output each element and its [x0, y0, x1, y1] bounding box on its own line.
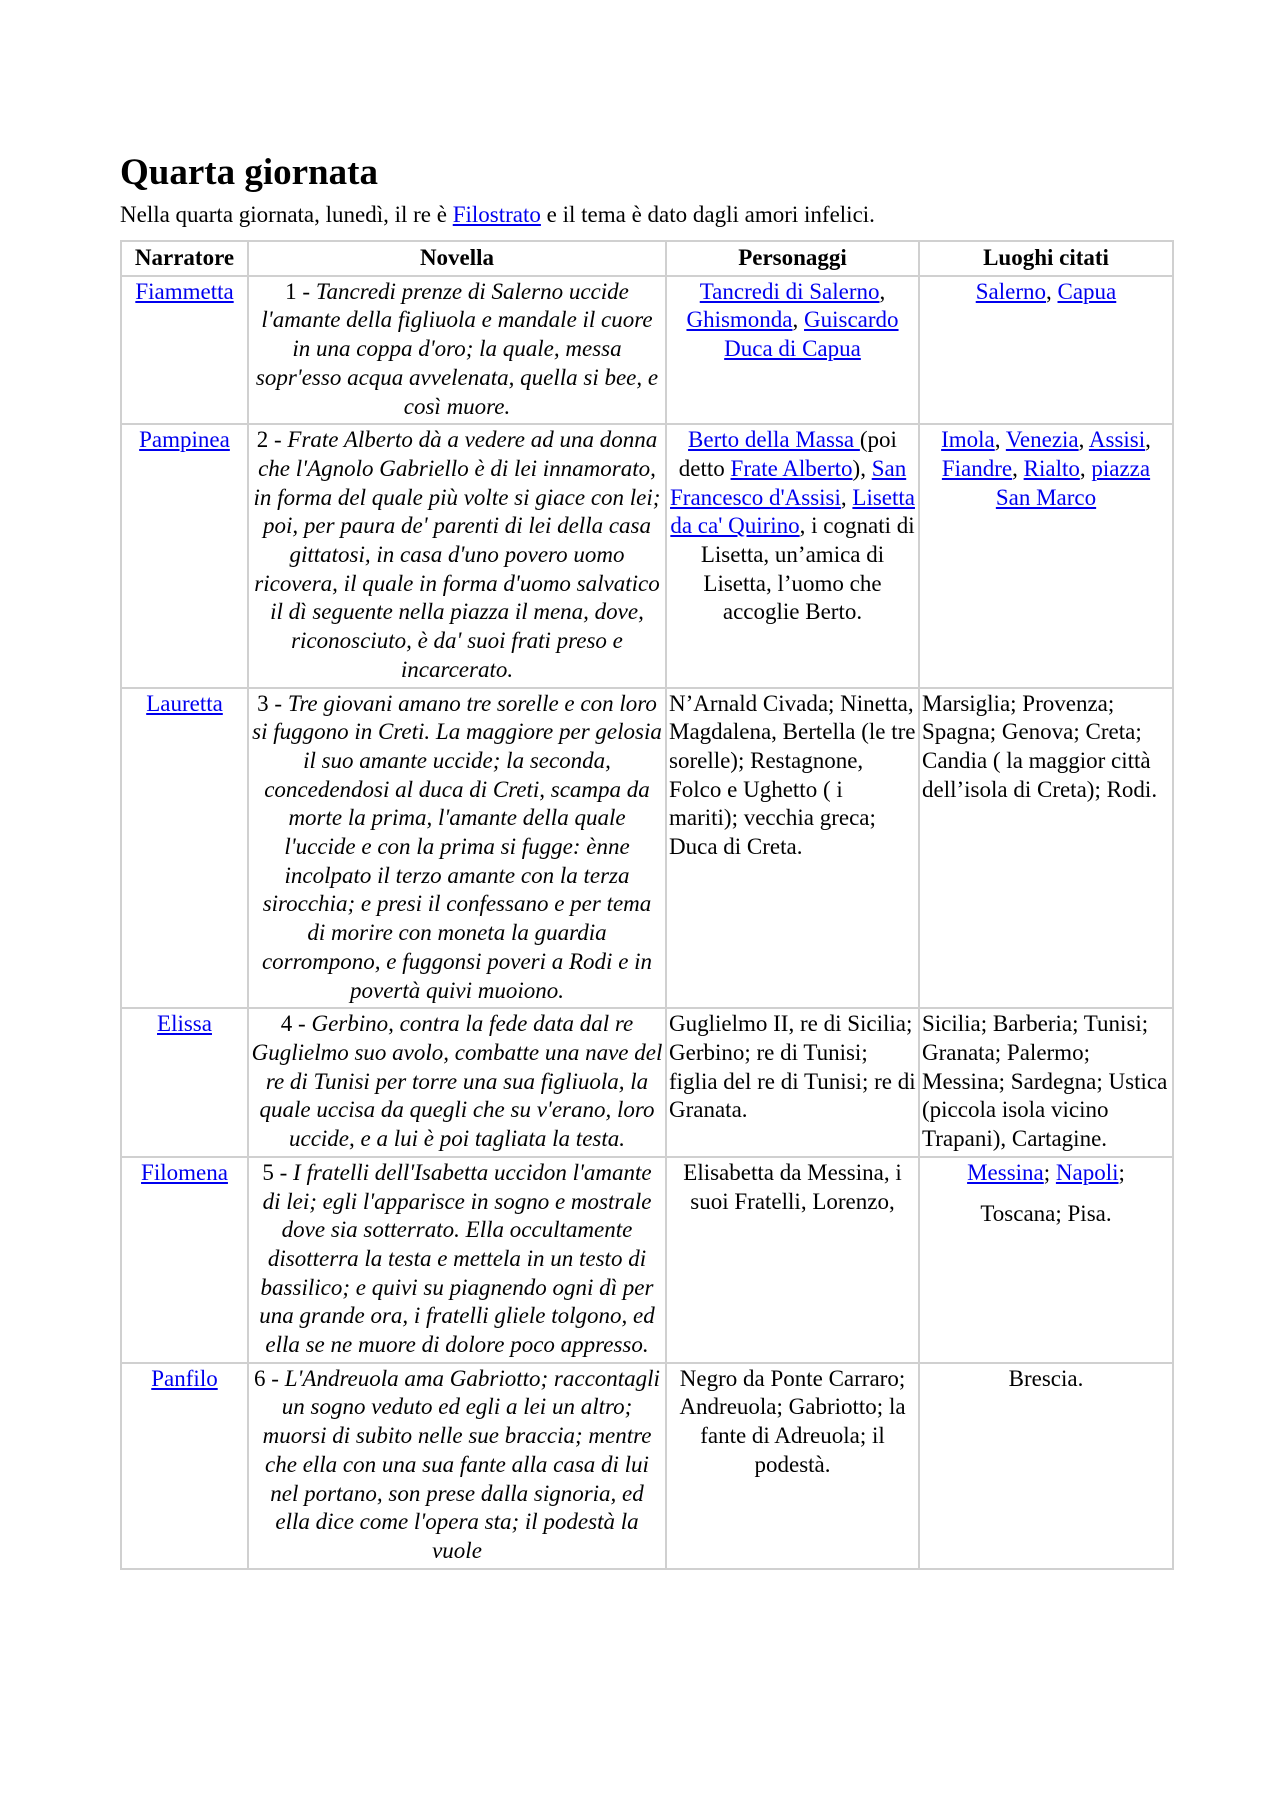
page-title: Quarta giornata — [120, 152, 378, 193]
header-personaggi: Personaggi — [666, 241, 919, 276]
cell-luoghi — [919, 276, 1173, 425]
cell-text: , — [792, 307, 805, 333]
cell-personaggi — [666, 1157, 919, 1363]
wiki-link[interactable]: San Francesco d'Assisi — [670, 455, 907, 510]
narratore-link[interactable]: Lauretta — [146, 690, 223, 716]
cell-text: , — [879, 278, 886, 304]
cell-narratore — [121, 424, 248, 687]
novella-number: 3 - — [257, 690, 288, 716]
novella-summary: Tancredi prenze di Salerno uccide l'amante della figliuola e mandale il cuore in una coppa d'oro; la quale, messa sopr'esso acqua avvelenata, quella si bee, e così muore. — [255, 278, 659, 419]
cell-novella — [248, 424, 666, 687]
cell-text: , — [840, 484, 853, 510]
cell-text: , i cognati di Lisetta, un’amica di Lisetta, l’uomo che accoglie Berto. — [700, 513, 915, 625]
cell-personaggi — [666, 688, 919, 1009]
cell-text: , — [994, 427, 1006, 453]
cell-novella — [248, 1157, 666, 1363]
cell-text: N’Arnald Civada; Ninetta, Magdalena, Bertella (le tre sorelle); Restagnone, Folco e Ughetto ( i mariti); vecchia greca; Duca di Creta. — [669, 690, 916, 860]
wiki-link[interactable]: piazza San Marco — [995, 455, 1151, 510]
header-luoghi: Luoghi citati — [919, 241, 1173, 276]
wiki-link[interactable]: Ghismonda — [686, 307, 793, 333]
wiki-link[interactable]: Assisi — [1088, 427, 1146, 453]
cell-personaggi — [666, 276, 919, 425]
novella-summary: Gerbino, contra la fede data dal re Guglielmo suo avolo, combatte una nave del re di Tunisi per torre una sua figliuola, la quale uccisa da quegli che su v'erano, loro uccide, e a lui è poi tagliata la testa. — [251, 1011, 663, 1152]
wiki-link[interactable]: Lisetta da ca' Quirino — [670, 484, 915, 539]
novella-number: 1 - — [285, 278, 316, 304]
wiki-link[interactable]: Salerno — [975, 278, 1046, 304]
filostrato-link[interactable]: Filostrato — [452, 202, 541, 227]
cell-novella — [248, 276, 666, 425]
novella-summary: Frate Alberto dà a vedere ad una donna che l'Agnolo Gabriello è di lei innamorato, in forma del quale più volte si giace con lei; poi, per paura de' parenti di lei della casa gittatosi, in casa d'uno povero uomo ricovera, il quale in forma d'uomo salvatico il dì seguente nella piazza il mena, dove, riconosciuto, è da' suoi frati preso e incarcerato. — [253, 427, 661, 682]
cell-text: Brescia. — [1008, 1365, 1084, 1391]
cell-narratore — [121, 688, 248, 1009]
cell-text: ; — [1118, 1159, 1125, 1185]
cell-narratore — [121, 1008, 248, 1157]
cell-narratore — [121, 276, 248, 425]
wiki-link[interactable]: Guiscardo — [804, 307, 899, 333]
header-novella: Novella — [248, 241, 666, 276]
table-header-row — [121, 241, 1173, 276]
intro-text-before: Nella quarta giornata, lunedì, il re è — [120, 202, 453, 227]
narratore-link[interactable]: Fiammetta — [135, 278, 234, 304]
novella-number: 6 - — [254, 1365, 285, 1391]
cell-text: , — [1079, 455, 1092, 481]
intro-text-after: e il tema è dato dagli amori infelici. — [540, 202, 875, 227]
cell-text: Guglielmo II, re di Sicilia; Gerbino; re di Tunisi; figlia del re di Tunisi; re di Granata. — [669, 1011, 916, 1123]
cell-text: , — [1046, 278, 1058, 304]
narratore-link[interactable]: Pampinea — [139, 427, 230, 453]
cell-text: Elisabetta da Messina, i suoi Fratelli, Lorenzo, — [683, 1159, 902, 1214]
cell-text: , — [1145, 427, 1151, 453]
novella-number: 4 - — [280, 1011, 312, 1037]
cell-text: Toscana; Pisa. — [980, 1200, 1112, 1226]
wiki-link[interactable]: Imola — [941, 427, 995, 453]
novella-number: 5 - — [262, 1159, 294, 1185]
page — [120, 150, 1172, 1570]
novella-summary: I fratelli dell'Isabetta uccidon l'amante di lei; egli l'apparisce in sogno e mostrale dove sia sotterrato. Ella occultamente disotterra la testa e mettela in un testo di bassilico; e quivi su piagnendo ogni dì per una grande ora, i fratelli gliele tolgono, ed ella se ne muore di dolore poco appresso. — [259, 1159, 655, 1358]
novella-summary: L'Andreuola ama Gabriotto; raccontagli un sogno veduto ed egli a lei un altro; muorsi di subito nelle sue braccia; mentre che ella con una sua fante alla casa di lui nel portano, son prese dalla signoria, ed ella dice come l'opera sta; il podestà la vuole — [262, 1365, 660, 1563]
wiki-link[interactable]: Napoli — [1055, 1159, 1119, 1185]
wiki-link[interactable]: Frate Alberto — [730, 455, 853, 481]
cell-text: Marsiglia; Provenza; Spagna; Genova; Creta; Candia ( la maggior città dell’isola di Creta); Rodi. — [922, 690, 1158, 802]
cell-personaggi — [666, 424, 919, 687]
novelle-table — [120, 240, 1174, 1570]
wiki-link[interactable]: Fiandre — [941, 455, 1013, 481]
cell-personaggi — [666, 1008, 919, 1157]
table-row — [121, 1363, 1173, 1569]
cell-narratore — [121, 1157, 248, 1363]
cell-text: , — [1012, 455, 1024, 481]
cell-novella — [248, 688, 666, 1009]
cell-text: Negro da Ponte Carraro; Andreuola; Gabriotto; la fante di Adreuola; il podestà. — [679, 1365, 906, 1477]
cell-luoghi — [919, 424, 1173, 687]
header-narratore: Narratore — [121, 241, 248, 276]
cell-novella — [248, 1008, 666, 1157]
table-row — [121, 424, 1173, 687]
cell-text: , — [1078, 427, 1089, 453]
cell-luoghi — [919, 1363, 1173, 1569]
novella-summary: Tre giovani amano tre sorelle e con loro si fuggono in Creti. La maggiore per gelosia il suo amante uccide; la seconda, concedendosi al duca di Creti, scampa da morte la prima, l'amante della quale l'uccide e con la prima si fugge: ènne incolpato il terzo amante con la terza sirocchia; e presi il confessano e per tema di morire con moneta la guardia corrompono, e fuggonsi poveri a Rodi e in povertà quivi muoiono. — [252, 690, 662, 1003]
wiki-link[interactable]: Capua — [1057, 278, 1117, 304]
wiki-link[interactable]: Duca di Capua — [724, 336, 861, 362]
cell-personaggi — [666, 1363, 919, 1569]
narratore-link[interactable]: Panfilo — [151, 1365, 218, 1391]
cell-text: ; — [1043, 1159, 1056, 1185]
wiki-link[interactable]: Messina — [967, 1159, 1044, 1185]
cell-novella — [248, 1363, 666, 1569]
cell-text: Sicilia; Barberia; Tunisi; Granata; Palermo; Messina; Sardegna; Ustica (piccola isola vicino Trapani), Cartagine. — [922, 1011, 1168, 1152]
wiki-link[interactable]: Berto della Massa — [688, 427, 860, 453]
cell-text: ), — [852, 455, 872, 481]
cell-luoghi — [919, 1157, 1173, 1363]
table-row — [121, 688, 1173, 1009]
narratore-link[interactable]: Filomena — [141, 1159, 228, 1185]
table-row — [121, 1008, 1173, 1157]
table-row — [121, 1157, 1173, 1363]
wiki-link[interactable]: Rialto — [1023, 455, 1080, 481]
narratore-link[interactable]: Elissa — [157, 1011, 212, 1037]
cell-narratore — [121, 1363, 248, 1569]
table-row — [121, 276, 1173, 425]
novella-number: 2 - — [256, 427, 288, 453]
cell-text: (poi detto — [678, 427, 897, 481]
cell-luoghi — [919, 688, 1173, 1009]
intro-paragraph — [120, 200, 1172, 230]
wiki-link[interactable]: Venezia — [1005, 427, 1079, 453]
cell-luoghi — [919, 1008, 1173, 1157]
wiki-link[interactable]: Tancredi di Salerno — [699, 278, 880, 304]
cell-spacer — [922, 1188, 1170, 1200]
